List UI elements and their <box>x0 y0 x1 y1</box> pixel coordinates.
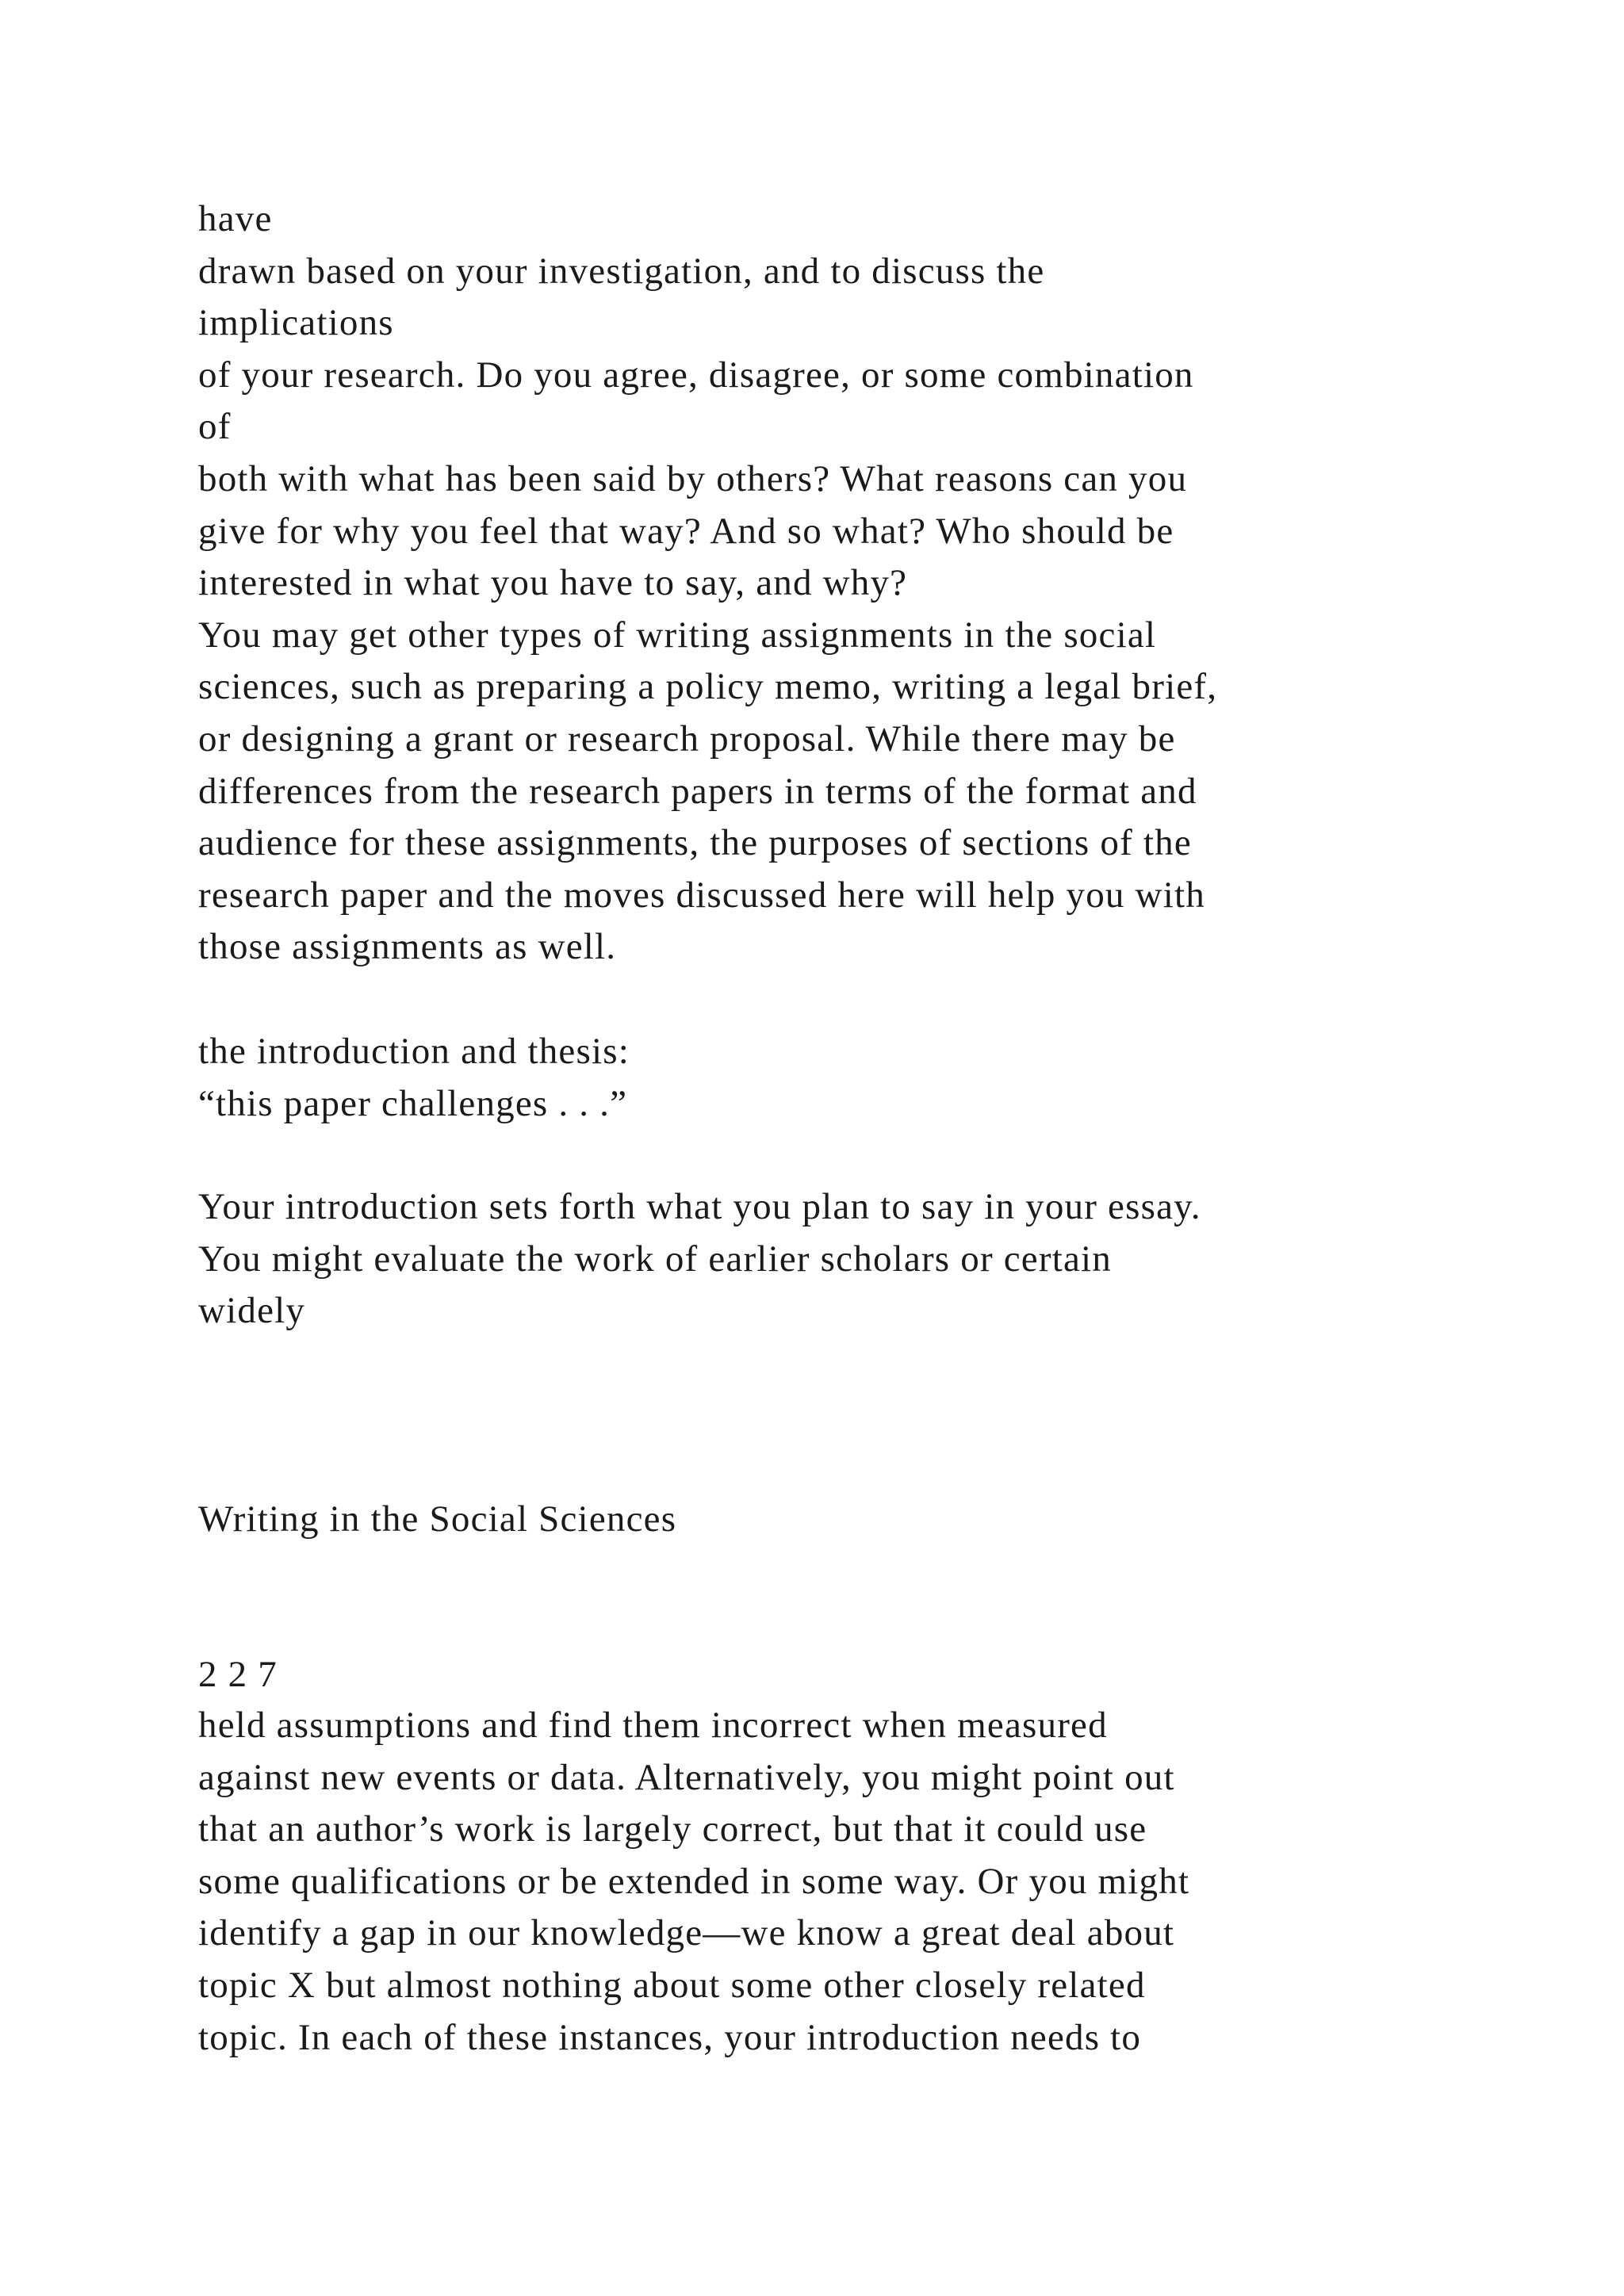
page-number <box>198 1649 1546 1701</box>
text-line: differences from the research papers in terms of the format and <box>198 770 1197 812</box>
text-line: topic. In each of these instances, your introduction needs to <box>198 2016 1142 2058</box>
text-line: widely <box>198 1290 306 1332</box>
text-line: give for why you feel that way? And so what? Who should be <box>198 510 1174 552</box>
text-line: held assumptions and find them incorrect when measured <box>198 1705 1108 1746</box>
text-line: that an author’s work is largely correct, but that it could use <box>198 1808 1147 1850</box>
page-number-text: 2 2 7 <box>198 1654 278 1695</box>
text-line: against new events or data. Alternatively, you might point out <box>198 1756 1175 1798</box>
text-line: some qualifications or be extended in some way. Or you might <box>198 1860 1190 1902</box>
running-header-text: Writing in the Social Sciences <box>198 1498 677 1540</box>
text-line: of <box>198 406 232 448</box>
text-line: You might evaluate the work of earlier scholars or certain <box>198 1238 1112 1280</box>
text-line: research paper and the moves discussed here will help you with <box>198 874 1205 916</box>
text-line: drawn based on your investigation, and to discuss the <box>198 250 1045 292</box>
body-text-bottom <box>198 1700 1546 2064</box>
heading-line: “this paper challenges . . .” <box>198 1082 628 1124</box>
text-line: have <box>198 198 273 239</box>
text-line: both with what has been said by others? What reasons can you <box>198 457 1188 499</box>
text-line: those assignments as well. <box>198 926 617 968</box>
text-line: identify a gap in our knowledge—we know a great deal about <box>198 1912 1175 1954</box>
text-line: implications <box>198 302 394 344</box>
text-line: audience for these assignments, the purposes of sections of the <box>198 822 1192 864</box>
text-line: sciences, such as preparing a policy memo, writing a legal brief, <box>198 666 1218 708</box>
text-line: You may get other types of writing assignments in the social <box>198 614 1157 656</box>
text-line: interested in what you have to say, and why? <box>198 562 908 604</box>
text-line: topic X but almost nothing about some other closely related <box>198 1964 1146 2006</box>
text-line: Your introduction sets forth what you plan to say in your essay. <box>198 1186 1201 1227</box>
text-line: of your research. Do you agree, disagree, or some combination <box>198 354 1194 396</box>
running-header <box>198 1494 1546 1546</box>
intro-paragraph <box>198 1181 1546 1337</box>
section-heading <box>198 1026 1546 1130</box>
text-line: or designing a grant or research proposal. While there may be <box>198 718 1176 760</box>
body-text-top <box>198 193 1546 974</box>
heading-line: the introduction and thesis: <box>198 1031 630 1072</box>
